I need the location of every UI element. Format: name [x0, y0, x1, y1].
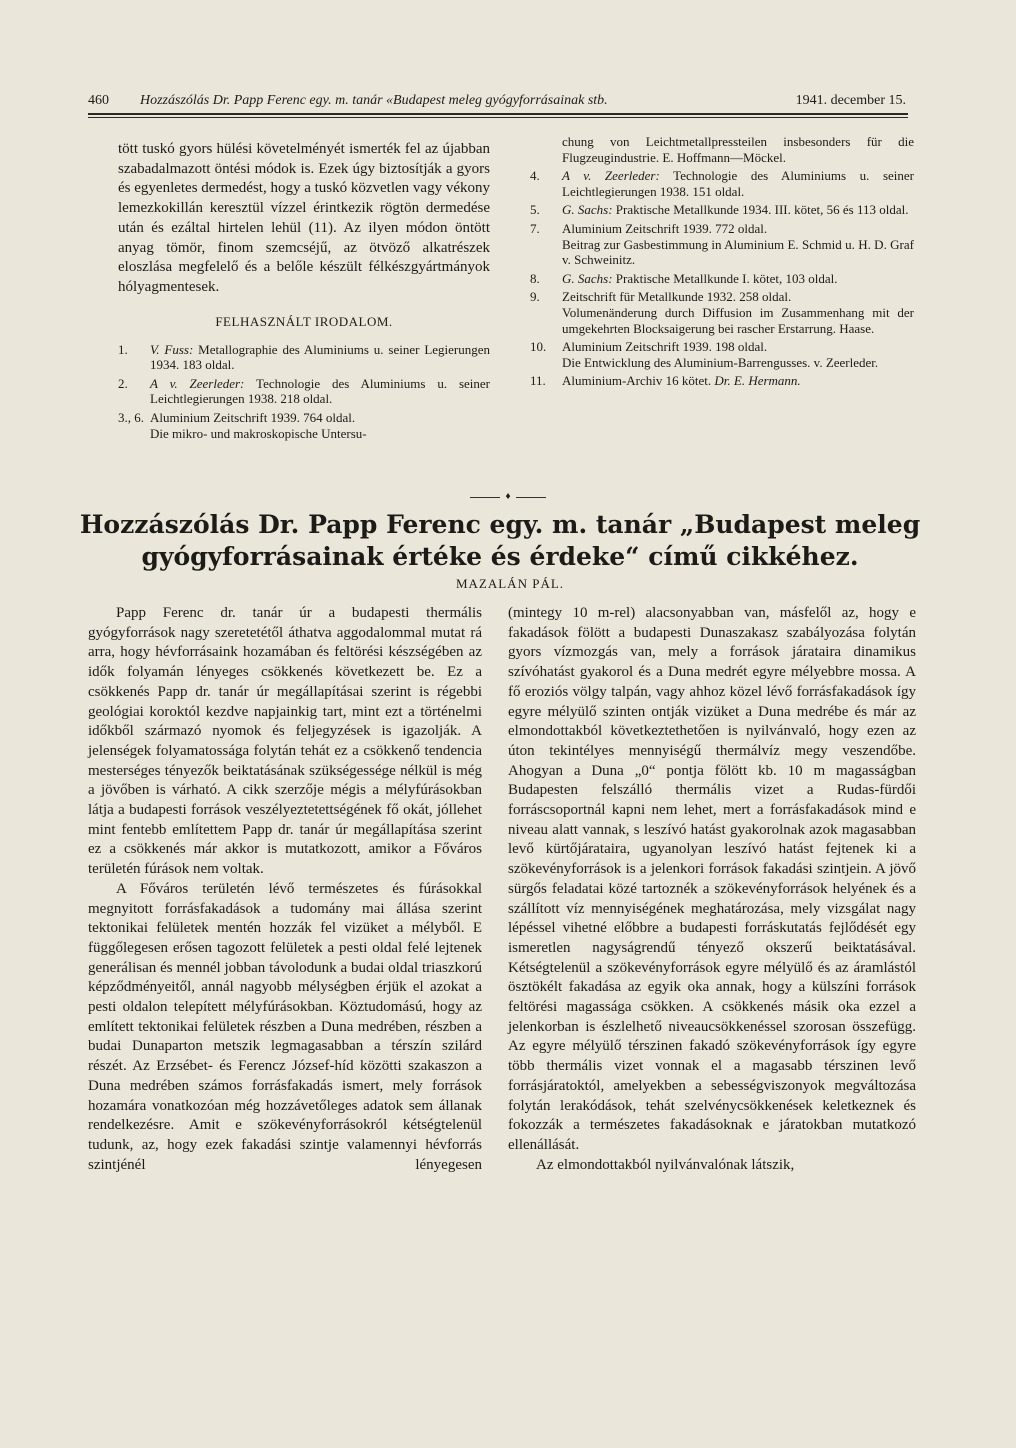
- article-title-line-1: Hozzászólás Dr. Papp Ferenc egy. m. tanár „Budapest meleg: [79, 510, 921, 539]
- prev-article-paragraph: tött tuskó gyors hülési követelményét ismerték fel az újabban szabadalmazott öntési módok is. Ezek úgy biztosítják a gyors és egyenletes dermedést, hogy a tuskó közvetlen vagy vékony lemezkokillán keresztül vízzel érintkezik rögtön dermedése után és ezáltal hirtelen lehül (11). Az ilyen módon öntött anyag tömör, finom szemcséjű, az ötvöző alkatrészek eloszlása megfelelő és a belőle készült félkészgyártmányok hólyagmentesek.: [118, 141, 490, 295]
- reference-title: Praktische Metallkunde 1934. III. kötet, 56 és 113 oldal.: [615, 202, 909, 218]
- reference-author: G. Sachs:: [562, 270, 613, 286]
- reference-item: [530, 168, 914, 199]
- prev-article-right-column: [530, 134, 914, 392]
- section-divider: [470, 492, 546, 502]
- reference-title: Technologie des Aluminiums u. seiner Leichtlegierungen 1938. 218 oldal.: [150, 375, 490, 407]
- reference-title: chung von Leichtmetallpressteilen insbesonders für die Flugzeugindustrie. E. Hoffmann—Möckel.: [562, 134, 914, 165]
- reference-item: [530, 339, 914, 370]
- reference-item: [530, 271, 914, 287]
- reference-item: [530, 202, 914, 218]
- header-rule-thin: [88, 117, 908, 118]
- header-rule: [88, 113, 908, 115]
- reference-subtitle: Die mikro- und makroskopische Untersu-: [150, 425, 367, 441]
- reference-text: [562, 339, 914, 370]
- reference-item: [118, 410, 490, 441]
- reference-title: Zeitschrift für Metallkunde 1932. 258 oldal.: [562, 289, 792, 305]
- article-author: MAZALÁN PÁL.: [455, 576, 565, 591]
- reference-author: A v. Zeerleder:: [562, 168, 660, 184]
- reference-title: Praktische Metallkunde I. kötet, 103 oldal.: [615, 270, 838, 286]
- article-paragraph-1: Papp Ferenc dr. tanár úr a budapesti thermális gyógyforrások nagy szeretetétől áthatva aggodalommal mutat rá arra, hogy hévforrásaink hozamában és feltörési készségében az idők folyamán lényeges csökkenés következett be. Ez a csökkenés Papp dr. tanár úr megállapításai szerint is régebbi geológiai koroktól kezdve napjainkig tart, mint ezt a történelmi időkből származó nyomok és feljegyzések is igazolják. A jelenségek folyamatossága folytán tehát ez a csökkenő tendencia mesterséges tényezők beiktatásának szükségessége nélkül is még a jövőben is várható. A cikk szerzője mégis a mélyfúrásokban látja a budapesti források veszélyeztetettségének fő okát, jóllehet mint fentebb említettem Papp dr. tanár úr megállapítása szerint ez a csökkenés már akkor is mutatkozott, amikor a Főváros területén fúrások nem voltak.: [88, 605, 482, 878]
- reference-number: 5.: [530, 202, 540, 218]
- reference-title: Aluminium Zeitschrift 1939. 764 oldal.: [150, 410, 356, 425]
- reference-number: 1.: [118, 341, 128, 357]
- reference-author: V. Fuss:: [150, 341, 194, 357]
- references-heading: FELHASZNÁLT IRODALOM.: [215, 313, 393, 329]
- reference-title: Aluminium Zeitschrift 1939. 772 oldal.: [562, 220, 768, 236]
- article-paragraph-2-continued: (mintegy 10 m-rel) alacsonyabban van, másfelől az, hogy e fakadások fölött a budapesti Dunaszakasz szabályozása folytán gyors vízmozgás van, mely a források járataira dinamikus szívóhatást gyakorol és a Duna medrét egyre mélyebbre mossa. A fő eroziós völgy talpán, vagy ahhoz közel lévő forrásfakadások így egyre mélyülő szinten ontják vizüket a Duna medrébe és már az elmondottakból következtethetően is nyilvánvaló, hogy ezen az úton tekintélyes mennyiségű thermálvíz megy veszendőbe. Ahogyan a Duna „0“ pontja fölött kb. 10 m magasságban Budapesten felszálló thermális vizet a Rudas-fürdői forráscsoportnál kapni nem lehet, mert a forrásfakadások mind e niveau alatt vannak, s leszívó hatást gyakorolnak azok magasabban levő kürtőjárataira, ugyanolyan leszívó hatást fejtenek ki a szökevényforrások is a jelenkori források fakadási szintjein. A jövő sürgős feladatai közé tartoznék a szökevényforrások helyének és a szállított víz mennyiségének meghatározása, mely vizsgálat nagy lépéssel vihetné előbbre a budapesti forráskutatás fejlődését egy ismeretlen nagyságrendű tényező okszerű beiktatásával. Kétségtelenül a szökevényforrások egyre mélyülő és az áramlástól ösztökélt fakadása az egyik oka annak, hogy a külszíni források feltörési magassága csökken. A csökkenés másik oka ezzel a jelenkorban is észlelhető niveaucsökkenéssel szorosan összefügg. Az egyre mélyülő térszinen fakadó szökevényforrások így egyre több thermális vizet vonnak el a magasabb térszinen levő forrásjáratoktól, amelyekben a sebességviszonyok megváltozása folytán lerakódások, tehát szelvénycsökkenések keletkeznek és fokozzák a természetes fakadásoknak e járatokban mutatkozó ellenállását.: [508, 605, 916, 1153]
- reference-text: [150, 376, 490, 407]
- reference-text: [150, 410, 490, 441]
- reference-text: [562, 373, 914, 389]
- reference-number: 9.: [530, 289, 540, 305]
- reference-text: [562, 134, 914, 165]
- references-list-left: [118, 342, 490, 442]
- reference-item: [530, 289, 914, 336]
- reference-item: [118, 376, 490, 407]
- reference-number: 3., 6.: [118, 410, 144, 425]
- reference-item: [530, 134, 914, 165]
- reference-number: 2.: [118, 375, 128, 391]
- reference-text: [562, 202, 914, 218]
- reference-subtitle: Beitrag zur Gasbestimmung in Aluminium E. Schmid u. H. D. Graf v. Schweinitz.: [562, 236, 914, 268]
- article-paragraph-3: Az elmondottakból nyilvánvalónak látszik,: [536, 1156, 795, 1173]
- prev-article-left-column: [118, 140, 490, 444]
- reference-number: 10.: [530, 339, 547, 355]
- reference-item: [530, 221, 914, 268]
- reference-number: [530, 134, 562, 165]
- article-paragraph-2: A Főváros területén lévő természetes és fúrásokkal megnyitott forrásfakadások a tudomány mai állása szerint tektonikai felületek mentén hozzák fel vizüket a mélyből. E függőlegesen erősen tagozott felületek a pesti oldal felé lejtenek generálisan és mennél jobban távolodunk a budai oldal triaszkorú képződményeitől, annál nagyobb mélységben érjük el azokat a pesti oldalon telepített mélyfúrásokban. Köztudomású, hogy az említett tektonikai felületek részben a Duna medrében, részben a budai Dunaparton metszik legmagasabban a térszín szilárd részét. Az Erzsébet- és Ferencz József-híd közötti szakaszon a Duna medrében számos forrásfakadás ismert, mely források hozamára vonatkozóan még hozzávetőleges adatok sem állanak rendelkezésre. Amit e szökevényforrásokról kétségtelenül tudunk, az, hogy ezek fakadási szintje valamennyi hévforrás szintjénél lényegesen: [88, 880, 482, 1173]
- running-title: Hozzászólás Dr. Papp Ferenc egy. m. tanár «Budapest meleg gyógyforrásainak stb.: [140, 93, 608, 108]
- reference-author: A v. Zeerleder:: [150, 375, 245, 391]
- reference-title: Aluminium Zeitschrift 1939. 198 oldal.: [562, 339, 768, 355]
- reference-text: [562, 271, 914, 287]
- reference-subtitle: Die Entwicklung des Aluminium-Barrengusses. v. Zeerleder.: [562, 354, 879, 370]
- article-right-column: [508, 604, 916, 1175]
- reference-number: 7.: [530, 220, 540, 236]
- reference-number: 11.: [530, 373, 546, 389]
- article-title-line-2: gyógyforrásainak értéke és érdeke“ című cikkéhez.: [141, 542, 859, 571]
- reference-text: [150, 342, 490, 373]
- reference-item: [530, 373, 914, 389]
- reference-title: Technologie des Aluminiums u. seiner Leichtlegierungen 1938. 151 oldal.: [562, 168, 914, 199]
- issue-date: 1941. december 15.: [795, 93, 906, 108]
- reference-text: [562, 168, 914, 199]
- reference-item: [118, 342, 490, 373]
- reference-author: G. Sachs:: [562, 202, 613, 218]
- prev-article-body: [118, 140, 490, 298]
- article-title: [70, 509, 930, 573]
- reference-number: 8.: [530, 270, 540, 286]
- reference-title: Metallographie des Aluminiums u. seiner Legierungen 1934. 183 oldal.: [150, 341, 491, 373]
- reference-trailing-author: Dr. E. Hermann.: [714, 373, 801, 389]
- reference-title: Aluminium-Archiv 16 kötet.: [562, 373, 712, 389]
- page-number: 460: [88, 93, 109, 108]
- reference-number: 4.: [530, 168, 540, 184]
- article-left-column: [88, 604, 482, 1175]
- reference-text: [562, 221, 914, 268]
- references-list-right: [530, 134, 914, 389]
- divider-ornament-icon: ♦: [505, 491, 511, 502]
- running-header: [88, 92, 906, 110]
- reference-text: [562, 289, 914, 336]
- reference-subtitle: Volumenänderung durch Diffusion im Zusammenhang mit der umgekehrten Blocksaigerung bei rascher Erstarrung. Haase.: [562, 304, 914, 336]
